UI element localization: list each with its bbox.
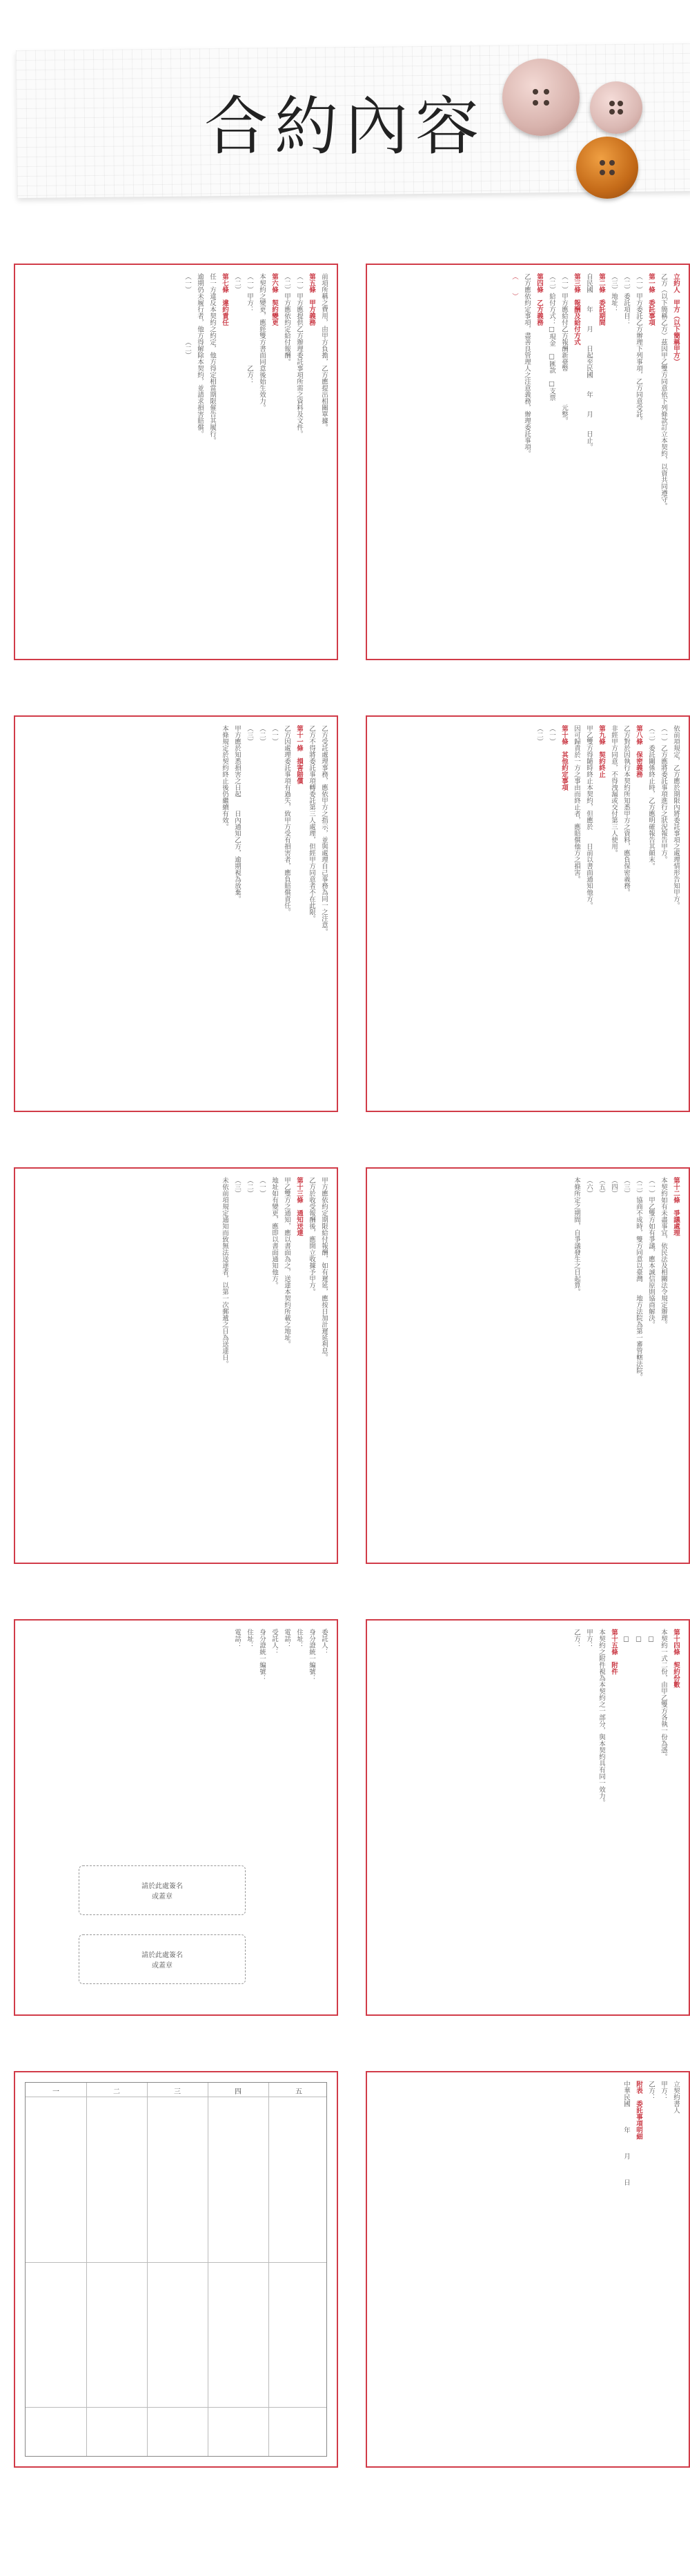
paragraph: 第六條 契約變更 <box>270 273 278 326</box>
paragraph: （一）甲方： 乙方： <box>246 273 253 424</box>
paragraph: （二）委託關係終止時，乙方應明確報告其顛末。 <box>647 725 655 869</box>
paragraph: （三）地址： <box>610 273 618 417</box>
paragraph: 甲方應依約定期限給付報酬，如有遲延，應按日加計遲延利息。 <box>320 1177 328 1360</box>
paragraph: 自民國 年 月 日起至民國 年 月 日止。 <box>585 273 593 450</box>
paragraph: 第三條 報酬及給付方式 <box>573 273 580 346</box>
paragraph: 逾期仍未履行者，他方得解除本契約，並請求損害賠償。 <box>196 273 204 437</box>
paragraph: （二） <box>258 725 266 860</box>
table-column-divider <box>86 2083 87 2456</box>
paragraph: 身分證統一編號： <box>258 1629 266 1767</box>
paragraph: □ <box>635 1629 642 1767</box>
paragraph: （二） <box>535 725 543 860</box>
paragraph: （二）甲方應依約定給付報酬。 <box>283 273 290 365</box>
paragraph: 本條所定之期間，自爭議發生之日起算。 <box>573 1177 580 1295</box>
contract-page-1 <box>366 264 690 660</box>
paragraph: 本契約之附件視為本契約之一部分，與本契約具有同一效力。 <box>598 1629 605 1806</box>
paragraph: 第四條 乙方義務 <box>535 273 543 326</box>
paragraph: 乙方： <box>647 2081 655 2219</box>
paragraph: （一） <box>258 1177 266 1311</box>
paragraph: 本契約之變更，應經雙方書面同意後始生效力。 <box>258 273 266 411</box>
paragraph: 乙方應依約定事項，盡善良管理人之注意義務，辦理委託事項。 <box>523 273 531 457</box>
page-text <box>23 725 328 1102</box>
paragraph: 本條規定於契約終止後仍繼續有效。 <box>221 725 228 830</box>
paragraph: 第五條 甲方義務 <box>308 273 315 326</box>
paragraph: 第一條 委託事項 <box>647 273 655 326</box>
paragraph: （ ） <box>511 273 518 299</box>
table-row-divider <box>26 2407 326 2408</box>
paragraph: 乙方不得將委託事項轉委託第三人處理，但經甲方同意者不在此限。 <box>308 725 315 922</box>
paragraph: 第七條 違約責任 <box>221 273 228 326</box>
signature-box[interactable]: 請於此處簽名 或蓋章 <box>79 1865 246 1915</box>
paragraph: 第十一條 損害賠償 <box>295 725 303 784</box>
paragraph: （五） <box>598 1177 605 1311</box>
page-text <box>375 273 680 651</box>
paragraph: 前項所稱之費用，由甲方負擔，乙方應提出相關單據。 <box>320 273 328 430</box>
paragraph: 乙方於收受報酬後，應開立收據予甲方。 <box>308 1177 315 1295</box>
paragraph: （一） <box>548 725 555 860</box>
button-icon-small <box>590 81 642 134</box>
paragraph: （二）委託項目： <box>622 273 630 417</box>
table-column-divider <box>268 2083 269 2456</box>
paragraph: （二）給付方式：□現金 □匯款 □支票 <box>548 273 555 401</box>
paragraph: 第九條 契約終止 <box>598 725 605 777</box>
paragraph: 住址： <box>295 1629 303 1767</box>
paragraph: 乙方受託處理事務，應依甲方之指示，並與處理自己事務為同一之注意。 <box>320 725 328 935</box>
paragraph: 未依前項規定通知而致無法送達者，以第一次郵遞之日為送達日。 <box>221 1177 228 1367</box>
paragraph: 第十二條 爭議處理 <box>672 1177 680 1236</box>
paragraph: 因可歸責於一方之事由而終止者，應賠償他方之損害。 <box>573 725 580 882</box>
paragraph: 本契約如有未盡事宜，依民法及相關法令規定辦理。 <box>660 1177 667 1328</box>
paragraph: 任一方違反本契約之約定，他方得定相當期限催告其履行。 <box>208 273 216 444</box>
paragraph: （二） <box>246 1177 253 1311</box>
paragraph: 第二條 委託期間 <box>598 273 605 326</box>
contract-page-4 <box>14 715 338 1112</box>
paragraph: 本契約一式二份，由甲乙雙方各執一份為憑。 <box>660 1629 667 1760</box>
paragraph: （三） <box>233 1177 241 1311</box>
contract-page-8 <box>14 1619 338 2016</box>
paragraph: 第十四條 契約份數 <box>672 1629 680 1688</box>
detail-table <box>25 2082 327 2457</box>
table-header-cell: 三 <box>174 2088 181 2096</box>
table-row-divider <box>26 2262 326 2263</box>
contract-page-3 <box>366 715 690 1112</box>
paragraph: （六） <box>585 1177 593 1311</box>
paragraph: 甲乙雙方得隨時終止本契約，但應於 日前以書面通知他方。 <box>585 725 593 909</box>
button-icon-orange <box>576 137 638 199</box>
paragraph: （一） （二） <box>184 273 191 408</box>
paragraph: 住址： <box>246 1629 253 1767</box>
button-icon-large <box>502 59 580 136</box>
paragraph: 乙方： <box>573 1629 580 1767</box>
paragraph: 電話： <box>233 1629 241 1767</box>
table-header-cell: 四 <box>235 2088 241 2096</box>
paragraph: 非經甲方同意，不得洩漏或交付第三人使用。 <box>610 725 618 856</box>
paragraph: （一）甲乙雙方如有爭議，應本誠信原則協商解決。 <box>647 1177 655 1328</box>
paragraph: 電話： <box>283 1629 290 1767</box>
page-text <box>23 1177 328 1554</box>
table-column-divider <box>147 2083 148 2456</box>
paragraph: 依前項規定，乙方應於期限內將委託事項之處理情形告知甲方。 <box>672 725 680 909</box>
page-title: 合約內容 <box>204 90 486 164</box>
header-banner <box>0 0 690 207</box>
paragraph: 甲方： <box>660 2081 667 2219</box>
paragraph: 第十三條 通知送達 <box>295 1177 303 1236</box>
contract-page-9 <box>366 2071 690 2468</box>
paragraph: 立契約書人 <box>672 2081 680 2114</box>
paragraph: 第十五條 附件 <box>610 1629 618 1675</box>
table-header-cell: 一 <box>52 2088 59 2096</box>
page-text <box>375 1177 680 1554</box>
contract-page-5 <box>366 1167 690 1564</box>
paragraph: 甲方應於知悉損害之日起 日內通知乙方，逾期視為放棄。 <box>233 725 241 902</box>
contract-page-6 <box>14 1167 338 1564</box>
contract-page-10-table <box>14 2071 338 2468</box>
paragraph: 甲方： <box>585 1629 593 1767</box>
table-header-cell: 二 <box>113 2088 120 2096</box>
paragraph: （一）甲方委託乙方辦理下列事項，乙方同意受託。 <box>635 273 642 424</box>
page-text <box>375 725 680 1102</box>
paragraph: （一）乙方應將委託事項進行之狀況報告甲方。 <box>660 725 667 863</box>
paragraph: （一）甲方應提供乙方辦理委託事項所需之資料及文件。 <box>295 273 303 437</box>
paragraph: 身分證統一編號： <box>308 1629 315 1767</box>
paragraph: □ <box>622 1629 630 1767</box>
paragraph: 乙方因處理委託事項有過失，致甲方受有損害者，應負賠償責任。 <box>283 725 290 915</box>
paragraph: （一）甲方應給付乙方報酬新臺幣 元整。 <box>560 273 568 424</box>
paragraph: 地址如有變更，應即以書面通知他方。 <box>270 1177 278 1289</box>
paragraph: 甲乙雙方之通知，應以書面為之，送達本契約所載之地址。 <box>283 1177 290 1347</box>
paragraph: （四） <box>610 1177 618 1311</box>
contract-page-7 <box>366 1619 690 2016</box>
paragraph: （三） <box>246 725 253 860</box>
paragraph: 第八條 保密義務 <box>635 725 642 777</box>
table-header-cell: 五 <box>295 2088 302 2096</box>
paragraph: 第十條 其他約定事項 <box>560 725 568 791</box>
paragraph: （一） <box>270 725 278 860</box>
paragraph: 立約人 甲方（以下簡稱甲方） <box>672 273 680 365</box>
paragraph: 受託人： <box>270 1629 278 1767</box>
paragraph: 乙方（以下簡稱乙方）茲因甲乙雙方同意依下列條款訂立本契約，以資共同遵守。 <box>660 273 667 509</box>
paragraph: 中華民國 年 月 日 <box>622 2081 630 2186</box>
page-text <box>23 273 328 651</box>
paragraph: 委託人： <box>320 1629 328 1767</box>
page-text <box>375 2081 680 2458</box>
paragraph: （三） <box>622 1177 630 1311</box>
paragraph: （二）協商不成時，雙方同意以臺灣 地方法院為第一審管轄法院。 <box>635 1177 642 1380</box>
contract-page-2 <box>14 264 338 660</box>
paragraph: （二） <box>233 273 241 408</box>
signature-box[interactable]: 請於此處簽名 或蓋章 <box>79 1934 246 1984</box>
paragraph: □ <box>647 1629 655 1767</box>
paragraph: 附表 委託事項明細 <box>635 2081 642 2140</box>
page-text <box>375 1629 680 2006</box>
paragraph: 乙方對於因執行本契約所知悉甲方之資料，應負保密義務。 <box>622 725 630 895</box>
